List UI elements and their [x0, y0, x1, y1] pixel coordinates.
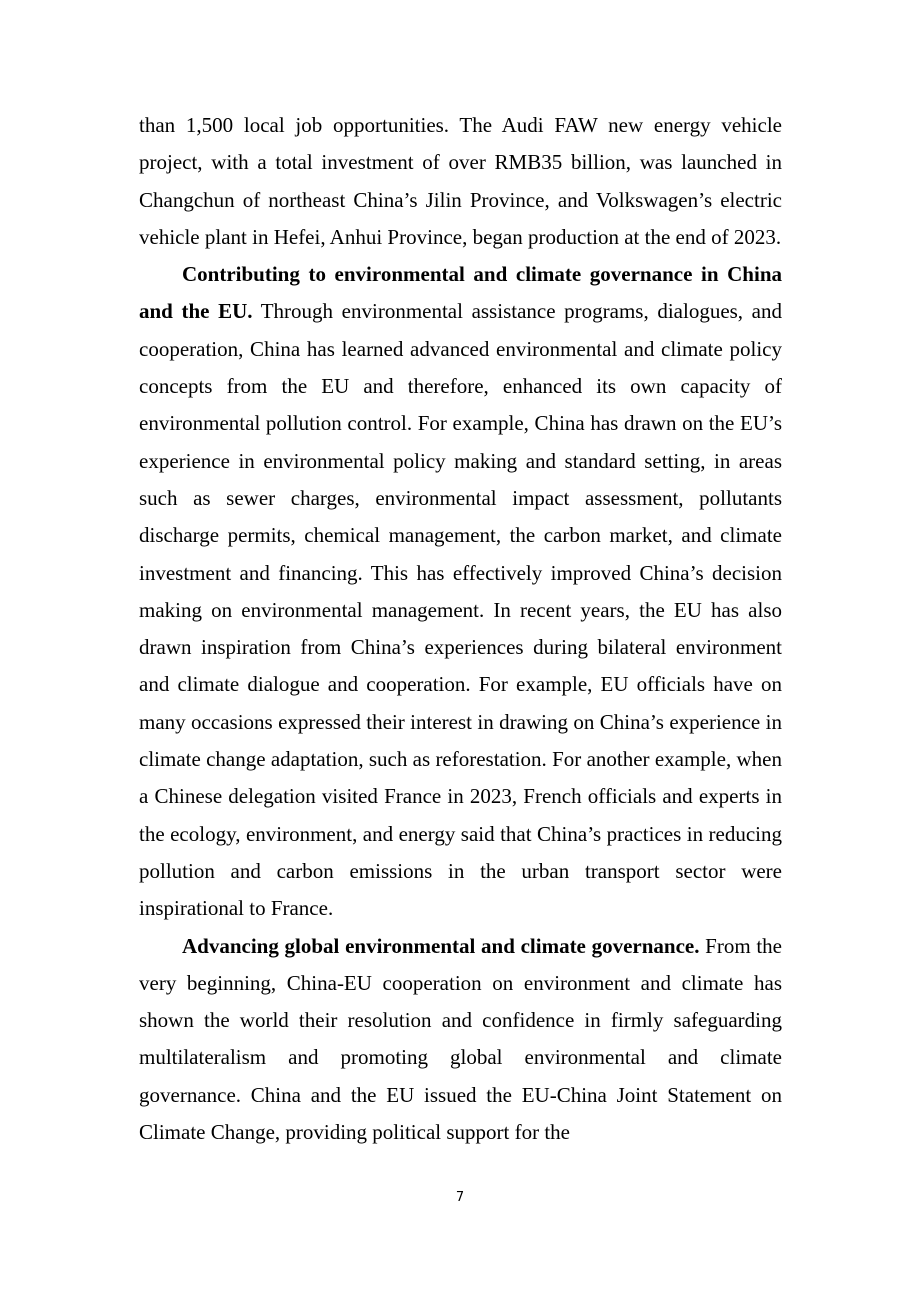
body-text [139, 107, 782, 1151]
paragraph-continuation [139, 107, 782, 256]
page-number: 7 [455, 1190, 465, 1205]
paragraph-heading: Advancing global environmental and climate governance. [182, 933, 700, 958]
paragraph-text: than 1,500 local job opportunities. The Audi FAW new energy vehicle project, with a total investment of over RMB35 billion, was launched in Changchun of northeast China’s Jilin Province, and Volkswagen’s electric vehicle plant in Hefei, Anhui Province, began production at the end of 2023. [139, 113, 782, 249]
paragraph-text: Through environmental assistance programs, dialogues, and cooperation, China has learned advanced environmental and climate policy concepts from the EU and therefore, enhanced its own capacity of environmental pollution control. For example, China has drawn on the EU’s experience in environmental policy making and standard setting, in areas such as sewer charges, environmental impact assessment, pollutants discharge permits, chemical management, the carbon market, and climate investment and financing. This has effectively improved China’s decision making on environmental management. In recent years, the EU has also drawn inspiration from China’s experiences during bilateral environment and climate dialogue and cooperation. For example, EU officials have on many occasions expressed their interest in drawing on China’s experience in climate change adaptation, such as reforestation. For another example, when a Chinese delegation visited France in 2023, French officials and experts in the ecology, environment, and energy said that China’s practices in reducing pollution and carbon emissions in the urban transport sector were inspirational to France. [139, 299, 782, 921]
paragraph-heading: Contributing to environmental and climate governance in China and the EU. [139, 262, 782, 324]
paragraph-text: From the very beginning, China-EU cooperation on environment and climate has shown the world their resolution and confidence in firmly safeguarding multilateralism and promoting global environmental and climate governance. China and the EU issued the EU-China Joint Statement on Climate Change, providing political support for the [139, 933, 783, 1145]
paragraph-environment-governance-china-eu [139, 256, 782, 927]
paragraph-global-governance [139, 928, 782, 1152]
